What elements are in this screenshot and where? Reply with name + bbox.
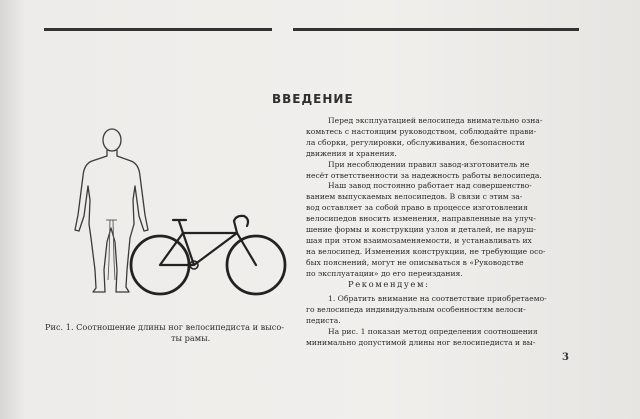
text-line: го велосипеда индивидуальным особенностям велоси- — [306, 304, 526, 314]
section-title: ВВЕДЕНИЕ — [272, 92, 354, 106]
intro-paragraphs — [306, 116, 578, 280]
recommend-heading: Рекомендуем: — [348, 279, 430, 289]
text-line: по эксплуатации» до его переиздания. — [306, 268, 463, 278]
bicycle-icon — [131, 216, 285, 294]
text-line: На рис. 1 показан метод определения соотношения — [328, 326, 538, 336]
recommend-paragraphs — [306, 294, 578, 349]
text-line: Перед эксплуатацией велосипеда внимательно озна- — [328, 116, 543, 125]
figure-illustration — [72, 120, 304, 310]
figure-caption-line-2: ты рамы. — [171, 333, 211, 343]
text-line: бых пояснений, могут не описываться в «Руководстве — [306, 257, 524, 267]
text-line: шение формы и конструкции узлов и деталей, не наруш- — [306, 225, 536, 235]
figure-caption-line-1: Рис. 1. Соотношение длины ног велосипедиста и высо- — [45, 322, 285, 332]
text-line: движения и хранения. — [306, 148, 397, 158]
text-line: 1. Обратить внимание на соответствие приобретаемо- — [328, 294, 547, 303]
text-line: велосипедов вносить изменения, направленные на улуч- — [306, 214, 536, 224]
figure-caption — [45, 322, 295, 344]
text-line: несёт ответственности за надежность работы велосипеда. — [306, 170, 542, 180]
text-line: При несоблюдении правил завод-изготовитель не — [328, 159, 530, 169]
page-number: 3 — [562, 352, 569, 363]
text-line: ванием выпускаемых велосипедов. В связи с этим за- — [306, 192, 523, 202]
text-line: комьтесь с настоящим руководством, соблюдайте прави- — [306, 126, 537, 136]
top-rule-right — [293, 28, 579, 31]
text-line: шая при этом взаимозаменяемости, и устанавливать их — [306, 235, 532, 245]
text-line: ла сборки, регулировки, обслуживания, безопасности — [306, 137, 525, 147]
text-line: педиста. — [306, 315, 341, 325]
top-rule-left — [44, 28, 272, 31]
text-line: на велосипед. Изменения конструкции, не требующие осо- — [306, 246, 546, 256]
human-figure-icon — [75, 129, 148, 292]
text-line: минимально допустимой длины ног велосипедиста и вы- — [306, 337, 536, 347]
text-line: вод оставляет за собой право в процессе изготовления — [306, 203, 528, 213]
text-line: Наш завод постоянно работает над совершенство- — [328, 181, 532, 191]
